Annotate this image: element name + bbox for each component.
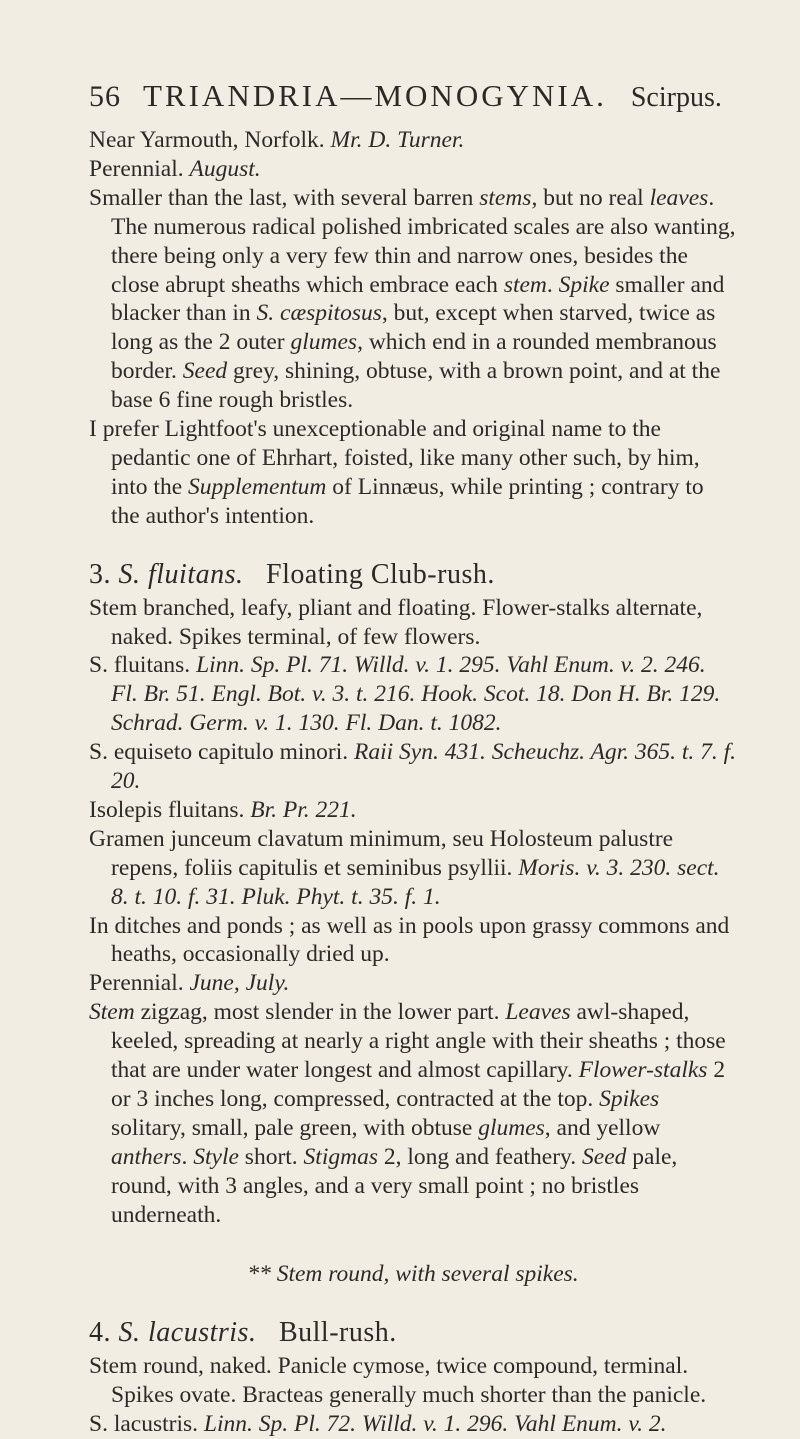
species-heading: 4. S. lacustris. Bull-rush. [89,1317,397,1349]
duration-line: Perennial. August. [89,155,261,182]
section-heading: ** Stem round, with several spikes. [247,1260,579,1287]
note-paragraph: I prefer Lightfoot's unexceptionable and original name to the pedantic one of Ehrhart, foisted, like many other such, by him, into the Supplementum of Linnæus, while printing ; contrary to the author's intention. [89,416,704,529]
header-title: TRIANDRIA—MONOGYNIA. [143,78,607,113]
species-diagnosis: Stem round, naked. Panicle cymose, twice compound, terminal. Spikes ovate. Bracteas generally much shorter than the panicle. [89,1353,707,1409]
description-paragraph: Smaller than the last, with several barren stems, but no real leaves. The numerous radical polished imbricated scales are also wanting, there being only a very few thin and narrow ones, besides the close abrupt sheaths which embrace each stem. Spike smaller and blacker than in S. cæspitosus, but, except when starved, twice as long as the 2 outer glumes, which end in a rounded membranous border. Seed grey, shining, obtuse, with a brown point, and at the base 6 fine rough bristles. [89,184,736,414]
synonym-reference: S. fluitans. Linn. Sp. Pl. 71. Willd. v. 1. 295. Vahl Enum. v. 2. 246. Fl. Br. 51. Engl. Bot. v. 3. t. 216. Hook. Scot. 18. Don H. Br. 129. Schrad. Germ. v. 1. 130. Fl. Dan. t. 1082. [89,652,721,737]
species-heading: 3. S. fluitans. Floating Club-rush. [89,558,495,590]
locality-line: Near Yarmouth, Norfolk. Mr. D. Turner. [89,127,465,153]
header-genus: Scirpus. [630,82,722,113]
synonym-reference: S. lacustris. Linn. Sp. Pl. 72. Willd. v. 1. 296. Vahl Enum. v. 2. [89,1411,667,1438]
running-header [89,78,729,114]
species-diagnosis: Stem branched, leafy, pliant and floating. Flower-stalks alternate, naked. Spikes terminal, of few flowers. [89,594,703,650]
description-paragraph: Stem zigzag, most slender in the lower part. Leaves awl-shaped, keeled, spreading at nearly a right angle with their sheaths ; those that are under water longest and almost capillary. Flower-stalks 2 or 3 inches long, compressed, contracted at the top. Spikes solitary, small, pale green, with obtuse glumes, and yellow anthers. Style short. Stigmas 2, long and feathery. Seed pale, round, with 3 angles, and a very small point ; no bristles underneath. [89,999,726,1228]
page-body [89,126,737,1439]
page-number: 56 [89,80,121,113]
duration-line: Perennial. June, July. [89,970,290,997]
synonym-reference: S. equiseto capitulo minori. Raii Syn. 431. Scheuchz. Agr. 365. t. 7. f. 20. [89,739,737,795]
synonym-reference: Isolepis fluitans. Br. Pr. 221. [89,796,357,823]
synonym-reference: Gramen junceum clavatum minimum, seu Holosteum palustre repens, foliis capitulis et seminibus psyllii. Moris. v. 3. 230. sect. 8. t. 10. f. 31. Pluk. Phyt. t. 35. f. 1. [89,825,720,910]
habitat-line: In ditches and ponds ; as well as in pools upon grassy commons and heaths, occasionally dried up. [89,912,730,968]
